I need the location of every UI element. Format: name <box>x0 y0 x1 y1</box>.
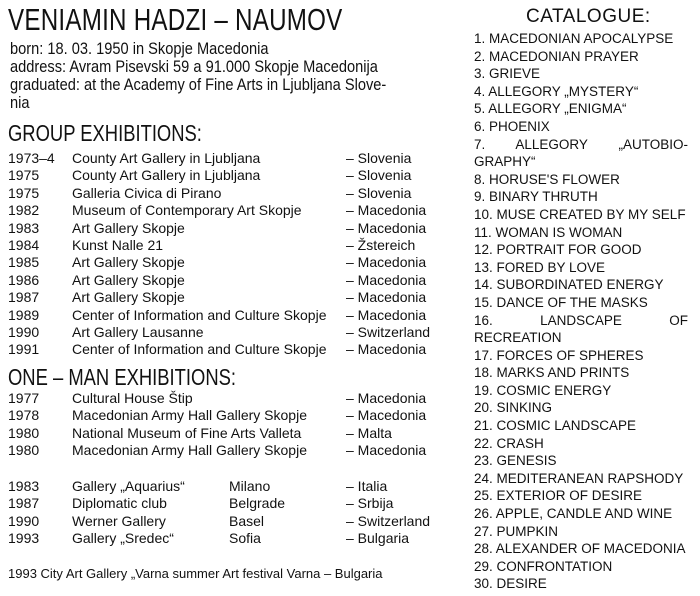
venue: Werner Gallery <box>72 512 166 529</box>
country: – Macedonia <box>346 407 427 424</box>
catalogue-item: 12. PORTRAIT FOR GOOD <box>474 242 642 258</box>
group-row <box>0 220 470 237</box>
venue: Art Gallery Skopje <box>72 289 185 306</box>
venue: Gallery „Aquarius“ <box>72 478 185 494</box>
venue: Macedonian Army Hall Gallery Skopje <box>72 407 307 424</box>
country: – Macedonia <box>346 442 427 459</box>
group-row <box>0 150 470 167</box>
venue: County Art Gallery in Ljubljana <box>72 150 261 166</box>
country: – Macedonia <box>346 219 427 236</box>
country: – Macedonia <box>346 271 427 288</box>
artist-name: VENIAMIN HADZI – NAUMOV <box>8 2 343 37</box>
country: – Switzerland <box>346 323 431 340</box>
year: 1993 <box>8 530 40 547</box>
venue: Art Gallery Skopje <box>72 254 185 271</box>
catalogue-item: 23. GENESIS <box>474 453 557 469</box>
country: – Macedonia <box>346 202 427 219</box>
venue: Art Gallery Skopje <box>72 219 185 236</box>
year: 1987 <box>8 289 40 306</box>
group-row <box>0 237 470 254</box>
one-man-row <box>0 495 470 512</box>
group-row <box>0 272 470 289</box>
bio-block <box>10 40 460 112</box>
venue: Museum of Contemporary Art Skopje <box>72 202 302 219</box>
year: 1991 <box>8 341 40 358</box>
venue: Art Gallery Skopje <box>72 271 185 288</box>
year: 1983 <box>8 219 40 236</box>
country: – Bulgaria <box>346 530 410 547</box>
catalogue-item: 9. BINARY THRUTH <box>474 189 598 205</box>
year: 1990 <box>8 512 40 529</box>
venue: Galleria Civica di Pirano <box>72 184 222 201</box>
catalogue-item: 13. FORED BY LOVE <box>474 259 606 275</box>
city: Milano <box>229 478 271 494</box>
country: – Srbija <box>346 495 394 512</box>
catalogue-item: 30. DESIRE <box>474 576 547 592</box>
one-man-row <box>0 425 470 442</box>
year: 1982 <box>8 202 40 219</box>
country: – Slovenia <box>346 184 412 201</box>
venue: Center of Information and Culture Skopje <box>72 306 327 323</box>
group-row <box>0 202 470 219</box>
catalogue-item: 19. COSMIC ENERGY <box>474 382 612 398</box>
catalogue-item: 22. CRASH <box>474 435 544 451</box>
country: – Žstereich <box>346 236 416 253</box>
year: 1987 <box>8 495 40 512</box>
country: – Malta <box>346 424 392 441</box>
catalogue-item: 14. SUBORDINATED ENERGY <box>474 277 664 293</box>
venue: National Museum of Fine Arts Valleta <box>72 424 302 441</box>
catalogue-heading: CATALOGUE: <box>526 6 651 27</box>
year: 1989 <box>8 306 40 323</box>
venue: Center of Information and Culture Skopje <box>72 341 327 358</box>
city: Belgrade <box>229 495 286 512</box>
group-row <box>0 307 470 324</box>
one-man-row <box>0 530 470 547</box>
year: 1985 <box>8 254 40 271</box>
catalogue-item: 10. MUSE CREATED BY MY SELF <box>474 206 686 222</box>
catalogue-item: 8. HORUSE'S FLOWER <box>474 171 620 187</box>
one-man-row <box>0 513 470 530</box>
group-row <box>0 324 470 341</box>
country: – Macedonia <box>346 254 427 271</box>
venue: Diplomatic club <box>72 495 167 512</box>
catalogue-item: 7. ALLEGORY „AUTOBIO-GRAPHY“ <box>474 136 688 170</box>
catalogue-item: 11. WOMAN IS WOMAN <box>474 224 623 240</box>
one-man-row <box>0 407 470 424</box>
country: – Macedonia <box>346 306 427 323</box>
catalogue-item: 2. MACEDONIAN PRAYER <box>474 48 639 64</box>
year: 1983 <box>8 478 40 494</box>
catalogue-item: 6. PHOENIX <box>474 118 550 134</box>
country: – Slovenia <box>346 167 412 184</box>
catalogue-item: 5. ALLEGORY „ENIGMA“ <box>474 101 627 117</box>
year: 1984 <box>8 236 40 253</box>
group-exhibitions-list <box>0 150 470 359</box>
venue: Kunst Nalle 21 <box>72 236 164 253</box>
catalogue-item: 4. ALLEGORY „MYSTERY“ <box>474 83 639 99</box>
catalogue-item: 29. CONFRONTATION <box>474 558 613 574</box>
catalogue-item: 25. EXTERIOR OF DESIRE <box>474 488 643 504</box>
group-row <box>0 254 470 271</box>
venue: Cultural House Štip <box>72 390 193 406</box>
catalogue-item: 26. APPLE, CANDLE AND WINE <box>474 506 673 522</box>
year: 1990 <box>8 323 40 340</box>
year: 1980 <box>8 442 40 459</box>
group-row <box>0 289 470 306</box>
catalogue-item: 17. FORCES OF SPHERES <box>474 347 644 363</box>
one-man-row <box>0 442 470 459</box>
city: Basel <box>229 512 265 529</box>
city: Sofia <box>229 530 261 547</box>
country: – Macedonia <box>346 341 427 358</box>
one-man-row <box>0 390 470 407</box>
catalogue-item: 24. MEDITERANEAN RAPSHODY <box>474 470 684 486</box>
catalogue-item: 18. MARKS AND PRINTS <box>474 365 630 381</box>
venue: Macedonian Army Hall Gallery Skopje <box>72 442 307 459</box>
country: – Slovenia <box>346 150 412 166</box>
born-line: born: 18. 03. 1950 in Skopje Macedonia <box>10 39 269 58</box>
year: 1975 <box>8 167 40 184</box>
year: 1980 <box>8 424 40 441</box>
group-exhibitions-heading: GROUP EXHIBITIONS: <box>8 120 202 146</box>
catalogue-item: 3. GRIEVE <box>474 66 541 82</box>
catalogue-item: 1. MACEDONIAN APOCALYPSE <box>474 31 674 46</box>
one-man-exhibitions-list <box>0 390 470 460</box>
venue: County Art Gallery in Ljubljana <box>72 167 261 184</box>
catalogue-item: 15. DANCE OF THE MASKS <box>474 294 648 310</box>
year: 1975 <box>8 184 40 201</box>
country: – Italia <box>346 478 388 494</box>
group-row <box>0 185 470 202</box>
one-man-exhibitions-list-abroad <box>0 478 470 548</box>
year: 1977 <box>8 390 40 406</box>
year: 1978 <box>8 407 40 424</box>
venue: Art Gallery Lausanne <box>72 323 204 340</box>
country: – Switzerland <box>346 512 431 529</box>
catalogue-item: 27. PUMPKIN <box>474 523 559 539</box>
group-row <box>0 167 470 184</box>
catalogue-item: 16. LANDSCAPE OF RECREATION <box>474 312 688 346</box>
venue: Gallery „Sredec“ <box>72 530 174 547</box>
address-line: address: Avram Pisevski 59 a 91.000 Skopje Macedonija <box>10 57 378 76</box>
graduated-line-cont: nia <box>10 93 30 112</box>
country: – Macedonia <box>346 390 427 406</box>
country: – Macedonia <box>346 289 427 306</box>
catalogue-item: 20. SINKING <box>474 400 553 416</box>
one-man-exhibitions-heading: ONE – MAN EXHIBITIONS: <box>8 364 236 390</box>
group-row <box>0 341 470 358</box>
catalogue-item: 21. COSMIC LANDSCAPE <box>474 418 637 434</box>
one-man-row <box>0 478 470 495</box>
varna-exhibition-line: 1993 City Art Gallery „Varna summer Art festival Varna – Bulgaria <box>8 566 383 581</box>
catalogue-list <box>474 30 688 593</box>
year: 1986 <box>8 271 40 288</box>
catalogue-item: 28. ALEXANDER OF MACEDONIA <box>474 541 686 557</box>
year: 1973–4 <box>8 150 55 166</box>
graduated-line: graduated: at the Academy of Fine Arts in Ljubljana Slove- <box>10 75 387 94</box>
